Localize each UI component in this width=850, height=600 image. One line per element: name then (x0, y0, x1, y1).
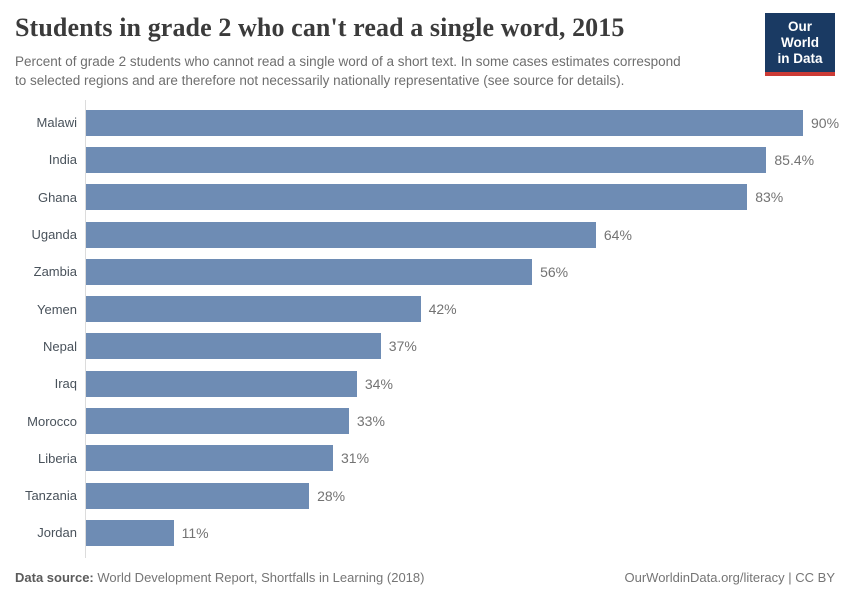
bar-chart (15, 100, 840, 558)
bar (86, 371, 357, 397)
bar (86, 222, 596, 248)
bar-track (86, 216, 835, 253)
chart-rows (15, 104, 840, 552)
footer-right (625, 570, 836, 585)
bar (86, 184, 747, 210)
bar-track (86, 477, 835, 514)
bar-track (86, 141, 835, 178)
chart-row (15, 291, 835, 328)
bar (86, 408, 349, 434)
bar (86, 333, 381, 359)
bar-track (86, 179, 835, 216)
value-label: 85.4% (774, 151, 815, 168)
category-label: Tanzania (24, 488, 77, 504)
bar-track (86, 104, 839, 141)
value-label: 42% (428, 301, 457, 318)
value-label: 11% (181, 524, 209, 541)
category-label: Jordan (37, 525, 77, 541)
value-label: 31% (341, 450, 370, 467)
footer-separator: | (784, 570, 796, 585)
chart-row (15, 440, 835, 477)
bar-track (86, 253, 835, 290)
data-source-label: Data source: (15, 570, 94, 585)
category-label: Ghana (37, 189, 77, 205)
chart-row (15, 402, 835, 439)
bar (86, 445, 333, 471)
license-badge: CC BY (795, 570, 835, 585)
category-label: Iraq (54, 376, 77, 392)
category-label: Uganda (31, 227, 77, 243)
category-label: Nepal (43, 338, 77, 354)
bar (86, 147, 766, 173)
value-label: 28% (317, 487, 346, 504)
chart-row (15, 104, 840, 141)
chart-row (15, 216, 835, 253)
owid-link: OurWorldinData.org/literacy (624, 570, 785, 585)
chart-row (15, 477, 835, 514)
category-label: Malawi (36, 115, 77, 131)
bar-track (86, 402, 835, 439)
owid-logo-line-2: in Data (777, 50, 823, 66)
value-label: 83% (755, 189, 784, 206)
bar (86, 110, 803, 136)
value-label: 64% (603, 226, 632, 243)
value-label: 33% (356, 413, 385, 430)
chart-row (15, 141, 835, 178)
header-text (15, 13, 681, 91)
category-label: Yemen (37, 301, 77, 317)
subtitle-line-2: to selected regions and are therefore not necessarily nationally representative (see source for details). (15, 73, 625, 89)
bar (86, 520, 174, 546)
footer (0, 570, 850, 600)
category-label: Liberia (37, 450, 77, 466)
bar-track (86, 365, 835, 402)
chart-row (15, 179, 835, 216)
bar-track (86, 440, 835, 477)
chart-row (15, 514, 835, 551)
data-source (15, 570, 424, 585)
owid-logo (765, 13, 835, 76)
bar (86, 296, 421, 322)
value-label: 90% (811, 114, 840, 131)
bar-track (86, 328, 835, 365)
header (0, 0, 850, 91)
bar-track (86, 291, 835, 328)
category-label: Morocco (27, 413, 77, 429)
category-label: India (48, 152, 77, 168)
owid-logo-line-1: Our World (781, 19, 819, 50)
y-axis-line (85, 100, 86, 558)
chart-row (15, 328, 835, 365)
chart-row (15, 365, 835, 402)
bar-track (86, 514, 835, 551)
subtitle-line-1: Percent of grade 2 students who cannot read a single word of a short text. In some cases estimates correspond (15, 53, 681, 69)
chart-subtitle (15, 52, 681, 91)
value-label: 37% (388, 338, 417, 355)
data-source-value: World Development Report, Shortfalls in Learning (2018) (93, 570, 425, 585)
value-label: 34% (364, 375, 393, 392)
chart-title: Students in grade 2 who can't read a single word, 2015 (15, 13, 625, 42)
bar (86, 259, 532, 285)
value-label: 56% (540, 263, 569, 280)
bar (86, 483, 309, 509)
category-label: Zambia (33, 264, 77, 280)
chart-row (15, 253, 835, 290)
